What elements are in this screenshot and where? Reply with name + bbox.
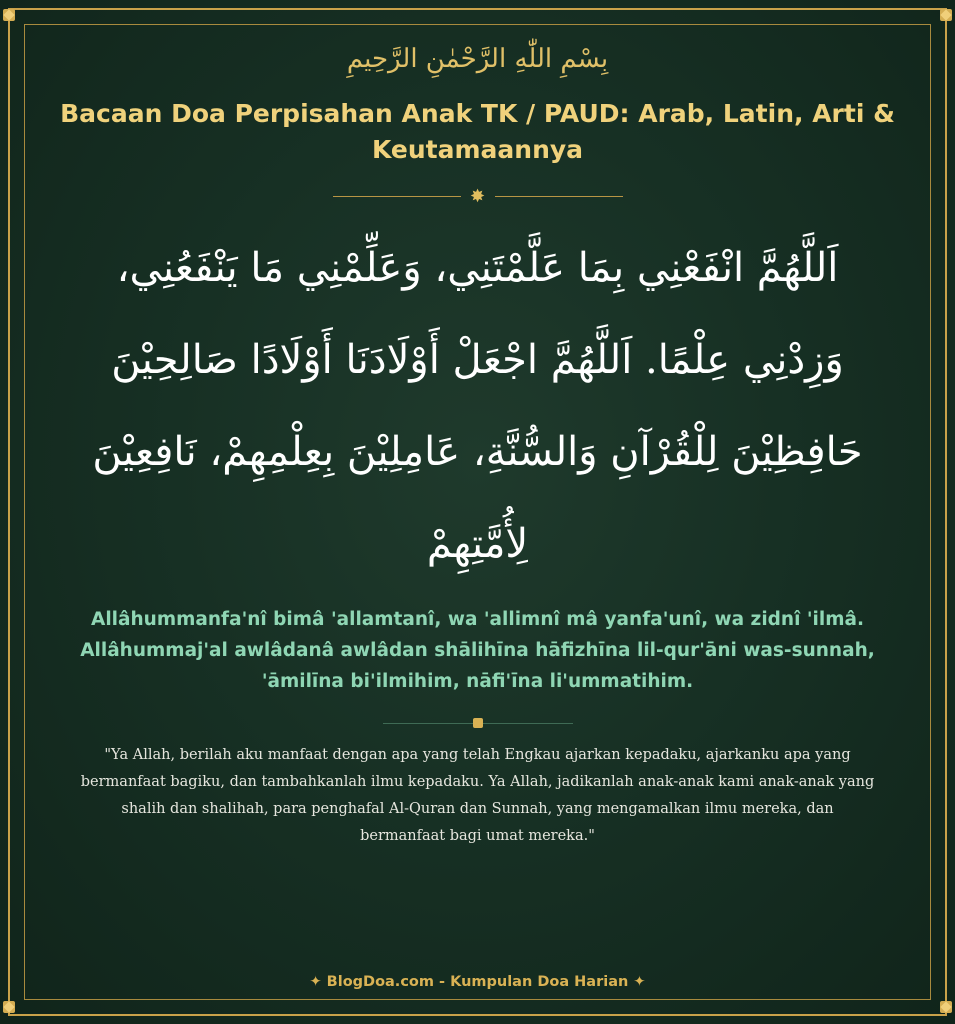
- latin-transliteration: Allâhummanfa'nî bimâ 'allamtanî, wa 'allimnî mâ yanfa'unî, wa zidnî 'ilmâ. Allâhummaj'al awlâdanâ awlâdan shālihīna hāfizhīna lil-qur'āni was-sunnah, 'āmilīna bi'ilmihim, nāfi'īna li'ummatihim.: [80, 609, 875, 692]
- divider-line: [495, 196, 623, 197]
- divider-top: [333, 187, 623, 207]
- arabic-text: اَللَّهُمَّ انْفَعْنِي بِمَا عَلَّمْتَنِي، وَعَلِّمْنِي مَا يَنْفَعُنِي، وَزِدْنِي عِلْمًا. اَللَّهُمَّ اجْعَلْ أَوْلَادَنَا أَوْلَادًا صَالِحِيْنَ حَافِظِيْنَ لِلْقُرْآنِ وَالسُّنَّةِ، عَامِلِيْنَ بِعِلْمِهِمْ، نَافِعِيْنَ لِأُمَّتِهِمْ: [92, 245, 863, 567]
- corner-ornament-icon: [3, 1001, 15, 1013]
- diamond-icon: [473, 718, 483, 728]
- corner-ornament-icon: [940, 9, 952, 21]
- page-title: Bacaan Doa Perpisahan Anak TK / PAUD: Arab, Latin, Arti & Keutamaannya: [60, 99, 895, 164]
- footer-credit: ✦ BlogDoa.com - Kumpulan Doa Harian ✦: [309, 974, 646, 990]
- divider-middle: [383, 716, 573, 730]
- corner-ornament-icon: [3, 9, 15, 21]
- translation-text: "Ya Allah, berilah aku manfaat dengan apa yang telah Engkau ajarkan kepadaku, ajarkanku apa yang bermanfaat bagiku, dan tambahkanlah ilmu kepadaku. Ya Allah, jadikanlah anak-anak kami anak-anak yang shalih dan shalihah, para penghafal Al-Quran dan Sunnah, yang mengamalkan ilmu mereka, dan bermanfaat bagi umat mereka.": [80, 747, 875, 844]
- corner-ornament-icon: [940, 1001, 952, 1013]
- bismillah: بِسْمِ اللّٰهِ الرَّحْمٰنِ الرَّحِيمِ: [346, 44, 609, 74]
- star-icon: ✸: [469, 186, 486, 207]
- divider-line: [333, 196, 461, 197]
- card-content: [40, 0, 915, 1024]
